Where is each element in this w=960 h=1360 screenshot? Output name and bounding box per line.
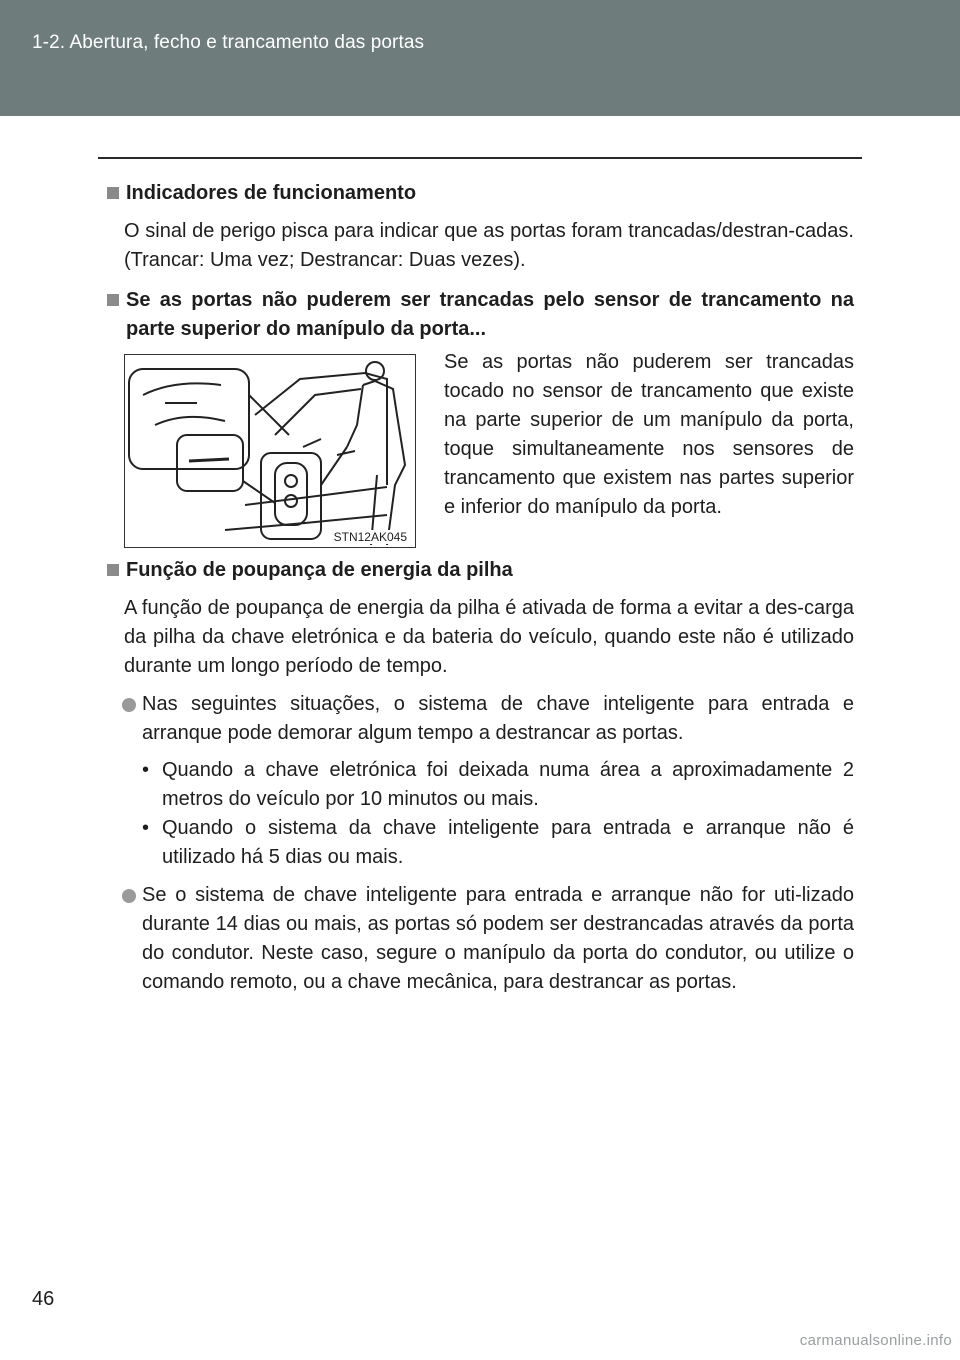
section-heading-indicators: Indicadores de funcionamento (106, 179, 854, 208)
circle-bullet-icon (122, 698, 136, 712)
figure-row (106, 351, 854, 548)
square-bullet-icon (107, 187, 119, 199)
bullet-item: Se o sistema de chave inteligente para entrada e arranque não for uti-lizado durante 14 dias ou mais, as portas só podem ser destrancadas através da porta do condutor. Neste caso, segure o manípulo da porta do condutor, ou utilize o comando remoto, ou a chave mecânica, para destrancar as portas. (106, 881, 854, 997)
figure-text: Se as portas não puderem ser trancadas tocado no sensor de trancamento que existe na parte superior de um manípulo da porta, toque simultaneamente nos sensores de trancamento que existem nas partes superior e inferior do manípulo da porta. (444, 351, 854, 518)
page-number: 46 (32, 1288, 55, 1310)
figure-code: STN12AK045 (333, 530, 407, 544)
bullet-item: Nas seguintes situações, o sistema de chave inteligente para entrada e arranque pode demorar algum tempo a destrancar as portas. (106, 690, 854, 748)
page-header (0, 0, 960, 116)
indicators-text: O sinal de perigo pisca para indicar que as portas foram trancadas/destran-cadas. (Trancar: Uma vez; Destrancar: Duas vezes). (124, 220, 854, 271)
door-handle-drawing (125, 355, 415, 547)
sub-list-item: • Quando o sistema da chave inteligente para entrada e arranque não é utilizado há 5 dias ou mais. (142, 817, 854, 868)
door-handle-illustration (124, 354, 416, 548)
circle-bullet-icon (122, 889, 136, 903)
page-content (106, 179, 854, 997)
battery-saving-text: A função de poupança de energia da pilha é ativada de forma a evitar a des-carga da pilha da chave eletrónica e da bateria do veículo, quando este não é utilizado durante um longo período de tempo. (124, 597, 854, 677)
watermark: carmanualsonline.info (799, 1332, 952, 1349)
sub-list-item: • Quando a chave eletrónica foi deixada numa área a aproximadamente 2 metros do veículo por 10 minutos ou mais. (142, 759, 854, 810)
section-heading-battery-saving: Função de poupança de energia da pilha (106, 556, 854, 585)
header-rule (98, 157, 862, 159)
section-title: 1-2. Abertura, fecho e trancamento das portas (32, 32, 425, 53)
square-bullet-icon (107, 564, 119, 576)
square-bullet-icon (107, 294, 119, 306)
sub-list (106, 756, 854, 872)
section-heading-lock-sensor: Se as portas não puderem ser trancadas pelo sensor de trancamento na parte superior do manípulo da porta... (106, 286, 854, 344)
